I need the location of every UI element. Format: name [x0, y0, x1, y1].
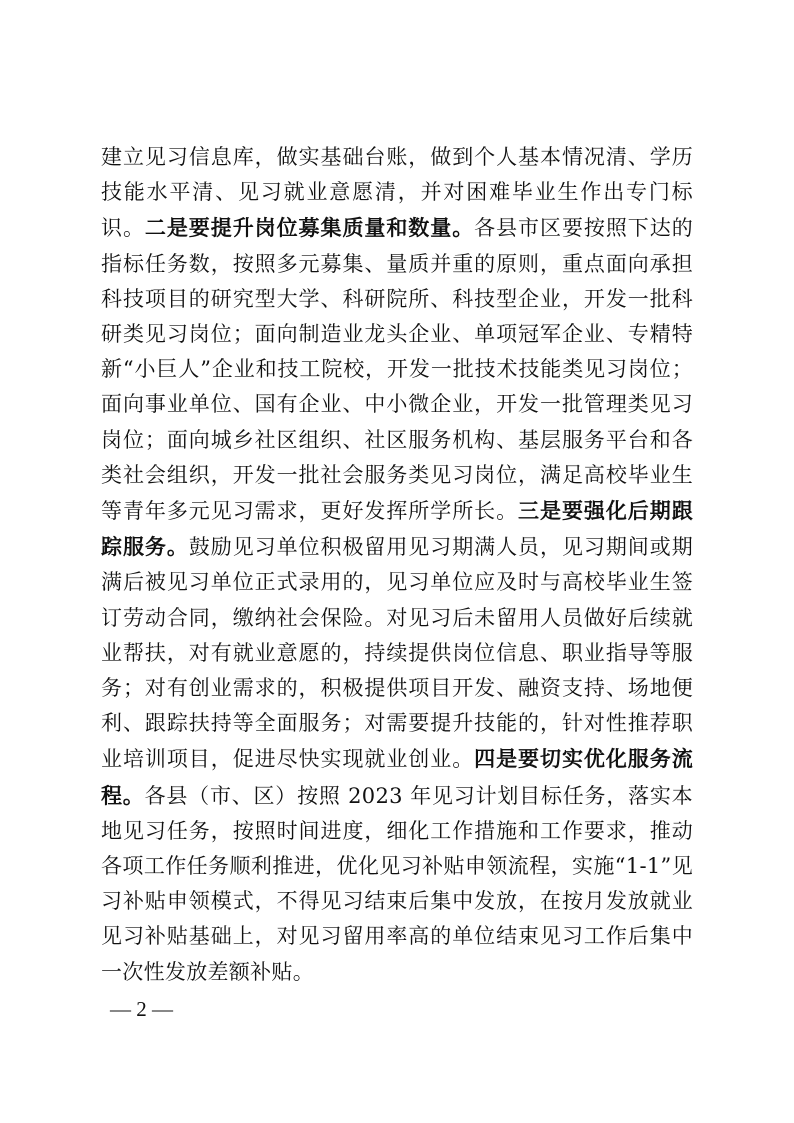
bold-heading-2: 二是要提升岗位募集质量和数量。 — [144, 215, 475, 241]
paragraph-text: 各县市区要按照下达的指标任务数，按照多元募集、量质并重的原则，重点面向承担科技项目的研究型大学、科研院所、科技型企业，开发一批科研类见习岗位；面向制造业龙头企业、单项冠军企业、专精特新“小巨人”企业和技工院校，开发一批技术技能类见习岗位；面向事业单位、国有企业、中小微企业，开发一批管理类见习岗位；面向城乡社区组织、社区服务机构、基层服务平台和各类社会组织，开发一批社会服务类见习岗位，满足高校毕业生等青年多元见习需求，更好发挥所学所长。 — [101, 216, 694, 524]
paragraph-text: 建立见习信息库，做实基础台账，做到个人基本情况清、学历技能水平清、见习就业意愿清，并对困难毕业生作出专门标识。 — [101, 145, 693, 241]
body-paragraph — [101, 140, 693, 990]
paragraph-text: 鼓励见习单位积极留用见习期满人员，见习期间或期满后被见习单位正式录用的，见习单位应及时与高校毕业生签订劳动合同，缴纳社会保险。对见习后未留用人员做好后续就业帮扶，对有就业意愿的，持续提供岗位信息、职业指导等服务；对有创业需求的，积极提供项目开发、融资支持、场地便利、跟踪扶持等全面服务；对需要提升技能的，针对性推荐职业培训项目，促进尽快实现就业创业。 — [101, 535, 694, 772]
page-number: — 2 — — [110, 997, 173, 1021]
paragraph-text: 各县（市、区）按照 2023 年见习计划目标任务，落实本地见习任务，按照时间进度，细化工作措施和工作要求，推动各项工作任务顺利推进，优化见习补贴申领流程，实施“1-1”见习补贴申领模式，不得见习结束后集中发放，在按月发放就业见习补贴基础上，对见习留用率高的单位结束见习工作后集中一次性发放差额补贴。 — [101, 783, 693, 984]
bold-heading-4: 四是要切实优化服务流程。 — [101, 746, 694, 808]
bold-heading-3: 三是要强化后期跟踪服务。 — [101, 498, 693, 560]
